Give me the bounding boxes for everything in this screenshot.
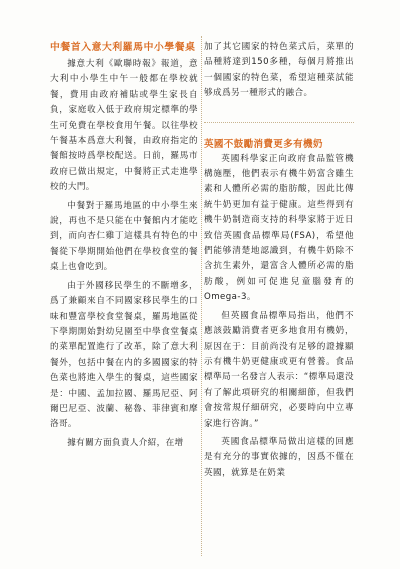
paragraph: 但英國食品標準局指出，他們不應該鼓勵消費者更多地食用有機奶，原因在于：目前尚没有足够的證據顯示有機牛奶更健康或更有營養。食品標準局一名發言人表示：“標準局還没有了解此項研究的相關細節，但我們會按常規仔細研究，必要時向中立專家進行咨詢。”: [204, 310, 354, 429]
right-column: [204, 40, 354, 484]
paragraph: 英國科學家正向政府食品監管機構施壓，他們表示有機牛奶富含雖生素和人體所必需的脂肪酸，因此比傳統牛奶更加有益于健康。這些得到有機牛奶制造商支持的科學家將于近日致信英國食品標準局(FSA)，希望他們能够清楚地認識到，有機牛奶除不含抗生素外，還富含人體所必需的脂肪酸，例如可促進兒童腦發育的Omega-3。: [204, 153, 354, 303]
paragraph-continued: 加了其它國家的特色菜式后，菜單的品種將達到150多種，每個月將推出一個國家的特色菜，希望這種菜試能够成爲另一種形式的融合。: [204, 42, 354, 99]
paragraph: 英國食品標準局做出這樣的回應是有充分的事實依據的，因爲不僅在英國，就算是在奶業: [204, 436, 354, 478]
left-column: [50, 38, 198, 454]
column-divider: [201, 36, 202, 556]
article-heading-organic-milk: 英國不鼓勵消費更多有機奶: [204, 122, 354, 152]
paragraph: 據意大利《歐聯時報》報道，意大利中小學生中午一般都在學校就餐，費用由政府補貼或學生家長自負，家庭收入低于政府規定標準的學生可免費在學校食用午餐。以往學校午餐基本爲意大利餐，由政府指定的餐館按時爲學校配送。日前，羅馬市政府已做出規定，中餐將正式走進學校的大門。: [50, 59, 198, 193]
article-heading-chinese-food: 中餐首入意大利羅馬中小學餐桌: [50, 42, 196, 53]
paragraph: 中餐對于羅馬地區的中小學生來說，再也不是只能在中餐館内才能吃到，而向杏仁雞丁這樣具有特色的中餐從下學期開始他們在學校食堂的餐桌上也會吃到。: [50, 200, 198, 273]
paragraph: 據有關方面負責人介紹，在增: [67, 437, 184, 448]
paragraph: 由于外國移民學生的不斷增多，爲了兼顧來自不同國家移民學生的口味和豐富學校食堂餐桌，羅馬地區從下學期開始對幼兒園至中學食堂餐桌的菜單配置進行了改革，除了意大利餐外，包括中餐在内的多國國家的特色菜也將進入學生的餐桌，這些國家是：中國、孟加拉國、羅馬尼亞、阿爾巴尼亞、波蘭、秘魯、菲律賓和摩洛哥。: [50, 280, 198, 430]
